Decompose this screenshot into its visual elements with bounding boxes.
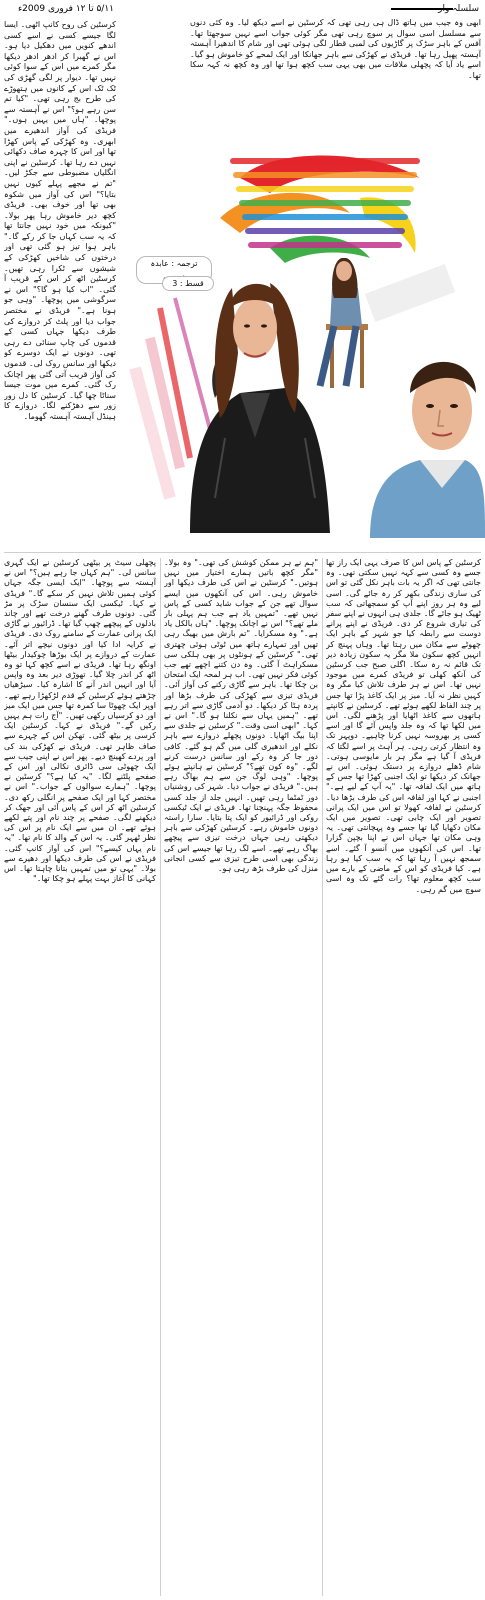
calligraphy-title [220,156,420,264]
text-column-bottom-middle: "ہم نے ہر ممکن کوشش کی تھی۔" وہ بولا۔ "مگر کچھ باتیں ہمارے اختیار میں نہیں ہوتیں۔" کرسٹین نے اس کی طرف دیکھا اور خاموش رہی۔ اس کی آنکھوں میں ایسے سوال تھے جن کے جواب شاید کسی کے پاس نہیں تھے۔ "تمہیں یاد ہے جب ہم پہلی بار ملے تھے؟" اس نے اچانک پوچھا۔ "ہاں بالکل یاد ہے۔" وہ مسکرایا۔ "تم بارش میں بھیگ رہی تھیں اور تمہارے ہاتھ میں ٹوٹی ہوئی چھتری تھی۔" کرسٹین کے ہونٹوں پر بھی ہلکی سی مسکراہٹ آ گئی۔ وہ دن کتنے اچھے تھے جب کوئی فکر نہیں تھی۔ اب ہر لمحہ ایک امتحان بن چکا تھا۔ باہر سے گاڑی رکنے کی آواز آئی۔ فریڈی تیزی سے کھڑکی کی طرف بڑھا اور پردہ ہٹا کر دیکھا۔ دو آدمی گاڑی سے اتر رہے تھے۔ "ہمیں یہاں سے نکلنا ہو گا۔" اس نے کہا۔ "ابھی اسی وقت۔" کرسٹین نے جلدی سے اپنا بیگ اٹھایا۔ دونوں پچھلے دروازے سے باہر نکلے اور اندھیری گلی میں گم ہو گئے۔ کافی دور جا کر وہ رکے اور سانس درست کرنے لگے۔ "وہ کون تھے؟" کرسٹین نے ہانپتے ہوئے پوچھا۔ "وہی لوگ جن سے ہم بھاگ رہے ہیں۔" فریڈی نے جواب دیا۔ شہر کی روشنیاں دور ٹمٹما رہی تھیں۔ انہیں جلد از جلد کسی محفوظ جگہ پہنچنا تھا۔ فریڈی نے ایک ٹیکسی روکی اور ڈرائیور کو ایک پتا بتایا۔ سارا راستہ دونوں خاموش رہے۔ کرسٹین کھڑکی سے باہر دیکھتی رہی جہاں درخت تیزی سے پیچھے بھاگ رہے تھے۔ اسے لگ رہا تھا جیسے اس کی زندگی بھی اسی طرح تیزی سے کسی انجانی منزل کی طرف بڑھ رہی ہو۔ [164,558,318,874]
episode-number: قسط : 3 [162,276,214,291]
column-divider [322,558,323,1596]
column-divider [160,558,161,1596]
calligraphy-stroke [220,193,350,233]
hero-illustration [120,138,485,538]
calligraphy-band [248,242,402,248]
hero-svg [120,138,485,538]
issue-date-header: ۵/۱۱ تا ۱۲ فروری 2009ء [17,4,114,14]
text-column-bottom-left: پچھلی سیٹ پر بیٹھی کرسٹین نے ایک گہری سانس لی۔ "ہم کہاں جا رہے ہیں؟" اس نے آہستہ سے پوچھا۔ "ایک ایسی جگہ جہاں کوئی ہمیں تلاش نہیں کر سکے گا۔" فریڈی نے کہا۔ ٹیکسی ایک سنسان سڑک پر مڑ گئی۔ دونوں طرف گھنے درخت تھے اور چاند بادلوں کے پیچھے چھپ گیا تھا۔ ڈرائیور نے گاڑی ایک پرانی عمارت کے سامنے روک دی۔ فریڈی نے کرایہ ادا کیا اور دونوں نیچے اتر آئے۔ عمارت کے دروازے پر ایک بوڑھا چوکیدار بیٹھا اونگھ رہا تھا۔ فریڈی نے اسے کچھ کہا تو وہ اٹھ کر اندر چلا گیا۔ تھوڑی دیر بعد وہ واپس آیا اور انہیں اندر آنے کا اشارہ کیا۔ سیڑھیاں چڑھتے ہوئے کرسٹین کے قدم لڑکھڑا رہے تھے۔ اوپر ایک چھوٹا سا کمرہ تھا جس میں ایک میز اور دو کرسیاں رکھی تھیں۔ "آج رات ہم یہیں رکیں گے۔" فریڈی نے کہا۔ کرسٹین ایک کرسی پر بیٹھ گئی۔ تھکن اس کے چہرے سے صاف ظاہر تھی۔ فریڈی نے کھڑکی بند کی اور پردے کھینچ دیے۔ پھر اس نے اپنی جیب سے ایک چھوٹی سی ڈائری نکالی اور اس کے صفحے پلٹنے لگا۔ "یہ کیا ہے؟" کرسٹین نے پوچھا۔ "ہمارے سوالوں کے جواب۔" اس نے مختصر کہا اور ایک صفحے پر انگلی رکھ دی۔ کرسٹین اٹھ کر اس کے پاس آئی اور جھک کر دیکھنے لگی۔ صفحے پر چند نام اور پتے لکھے ہوئے تھے۔ ان میں سے ایک نام پر اس کی نظر ٹھہر گئی۔ یہ اس کے والد کا نام تھا۔ "یہ نام یہاں کیسے؟" اس کی آواز کانپ گئی۔ فریڈی نے اس کی طرف دیکھا اور دھیرے سے بولا۔ "یہی تو میں تمہیں بتانا چاہتا تھا۔ اس کہانی کا آغاز بہت پہلے ہو چکا تھا۔" [4,558,156,884]
calligraphy-band [233,172,417,178]
calligraphy-band [239,200,411,206]
man-illustration [370,362,485,538]
text-column-top-left: کرسٹین کی روح کانپ اٹھی۔ ایسا لگا جیسے کسی نے اسے کسی اندھے کنویں میں دھکیل دیا ہو۔ اس نے گھبرا کر ادھر ادھر دیکھا مگر کمرے میں اس کے سوا کوئی نہیں تھا۔ دیوار پر لگی گھڑی کی ٹک ٹک اس کے کانوں میں ہتھوڑے کی طرح بج رہی تھی۔ "کیا تم سن رہے ہو؟" اس نے آہستہ سے پوچھا۔ "ہاں میں یہیں ہوں۔" فریڈی کی آواز اندھیرے میں ابھری۔ وہ کھڑکی کے پاس کھڑا تھا اور اس کا چہرہ صاف دکھائی نہیں دے رہا تھا۔ کرسٹین نے اپنی انگلیاں مضبوطی سے جکڑ لیں۔ "تم نے مجھے پہلے کیوں نہیں بتایا؟" اس کی آواز میں شکوہ بھی تھا اور خوف بھی۔ فریڈی کچھ دیر خاموش رہا پھر بولا۔ "کیونکہ میں خود نہیں جانتا تھا کہ یہ سب کہاں جا کر رکے گا۔" باہر ہوا تیز ہو گئی تھی اور درختوں کی شاخیں کھڑکی کے شیشوں سے ٹکرا رہی تھیں۔ کرسٹین اٹھ کر اس کے قریب آ گئی۔ "اب کیا ہو گا؟" اس نے سرگوشی میں پوچھا۔ "وہی جو ہونا ہے۔" فریڈی نے مختصر جواب دیا اور پلٹ کر دروازے کی طرف دیکھا جہاں کسی کے قدموں کی چاپ سنائی دے رہی تھی۔ دونوں نے ایک دوسرے کو دیکھا اور سانس روک لی۔ قدموں کی آواز قریب آتی گئی پھر اچانک رک گئی۔ کمرے میں موت جیسا سناٹا چھا گیا۔ کرسٹین کا دل زور زور سے دھڑکنے لگا۔ دروازے کا ہینڈل آہستہ آہستہ گھوما۔ [4,20,116,421]
text-column-top-right: ابھی وہ جیب میں ہاتھ ڈال ہی رہی تھی کہ کرسٹین نے اسے دیکھ لیا۔ وہ کئی دنوں سے مسلسل اسی سوال پر سوچ رہی تھی مگر کوئی جواب اسے نہیں سوجھتا تھا۔ آفس کے باہر سڑک پر گاڑیوں کی لمبی قطار لگی ہوئی تھی اور شام کا اندھیرا آہستہ آہستہ پھیل رہا تھا۔ فریڈی نے کھڑکی سے باہر جھانکا اور ایک لمحے کو خاموش ہو گیا۔ اسے یاد آیا کہ پچھلی ملاقات میں بھی یہی سب کچھ ہوا تھا اور وہ کچھ نہ کہہ سکا تھا۔ [190,18,481,80]
calligraphy-band [242,214,408,220]
seated-girl-illustration [320,258,368,388]
text-column-bottom-right: کرسٹین کے پاس اس کا صرف یہی ایک راز تھا جسے وہ کسی سے کہہ نہیں سکتی تھی۔ وہ جانتی تھی کہ اگر یہ بات باہر نکل گئی تو اس کی ساری زندگی بکھر کر رہ جائے گی۔ اسی لیے وہ ہر روز اپنے آپ کو سمجھاتی کہ سب ٹھیک ہو جائے گا۔ جلدی ہی انہوں نے اپنے سفر کی تیاری شروع کر دی۔ فریڈی نے اپنے پرانے دوست سے رابطہ کیا جو شہر کے باہر ایک چھوٹے سے مکان میں رہتا تھا۔ وہاں پہنچ کر انہیں کچھ سکون ملا مگر یہ سکون زیادہ دیر تک قائم نہ رہ سکا۔ اگلی صبح جب کرسٹین کی آنکھ کھلی تو فریڈی کمرے میں موجود نہیں تھا۔ اس نے ہر طرف تلاش کیا مگر وہ کہیں نظر نہ آیا۔ میز پر ایک کاغذ پڑا تھا جس پر چند الفاظ لکھے ہوئے تھے۔ کرسٹین نے کانپتے ہاتھوں سے کاغذ اٹھایا اور پڑھنے لگی۔ اس میں لکھا تھا کہ وہ جلد واپس آئے گا اور اسے کسی پر بھروسہ نہیں کرنا چاہیے۔ دوپہر تک وہ انتظار کرتی رہی۔ ہر آہٹ پر اسے لگتا کہ فریڈی آ گیا ہے مگر ہر بار مایوسی ہوتی۔ شام ڈھلے دروازے پر دستک ہوئی۔ اس نے جھانک کر دیکھا تو ایک اجنبی کھڑا تھا جس کے ہاتھ میں ایک لفافہ تھا۔ "یہ آپ کے لیے ہے۔" اجنبی نے کہا اور لفافہ اس کی طرف بڑھا دیا۔ کرسٹین نے لفافہ کھولا تو اس میں ایک پرانی تصویر اور ایک چابی تھی۔ تصویر میں ایک مکان دکھایا گیا تھا جسے وہ پہچانتی تھی۔ یہ وہی مکان تھا جہاں اس نے اپنا بچپن گزارا تھا۔ اس کی آنکھوں میں آنسو آ گئے۔ اسے سمجھ نہیں آ رہا تھا کہ یہ سب کیا ہو رہا ہے۔ کیا فریڈی کو اس کے ماضی کے بارے میں سب کچھ معلوم تھا؟ رات گئے تک وہ اسی سوچ میں گم رہی۔ [326,558,481,894]
calligraphy-stroke [270,236,370,263]
translator-credit: ترجمہ : عابدہ [136,256,212,284]
calligraphy-band [230,158,420,164]
calligraphy-band [245,228,405,234]
calligraphy-band [236,186,414,192]
section-divider [4,552,481,553]
section-header [371,2,481,16]
section-label: سلسلہ وار [438,4,479,14]
woman-illustration [190,283,330,533]
